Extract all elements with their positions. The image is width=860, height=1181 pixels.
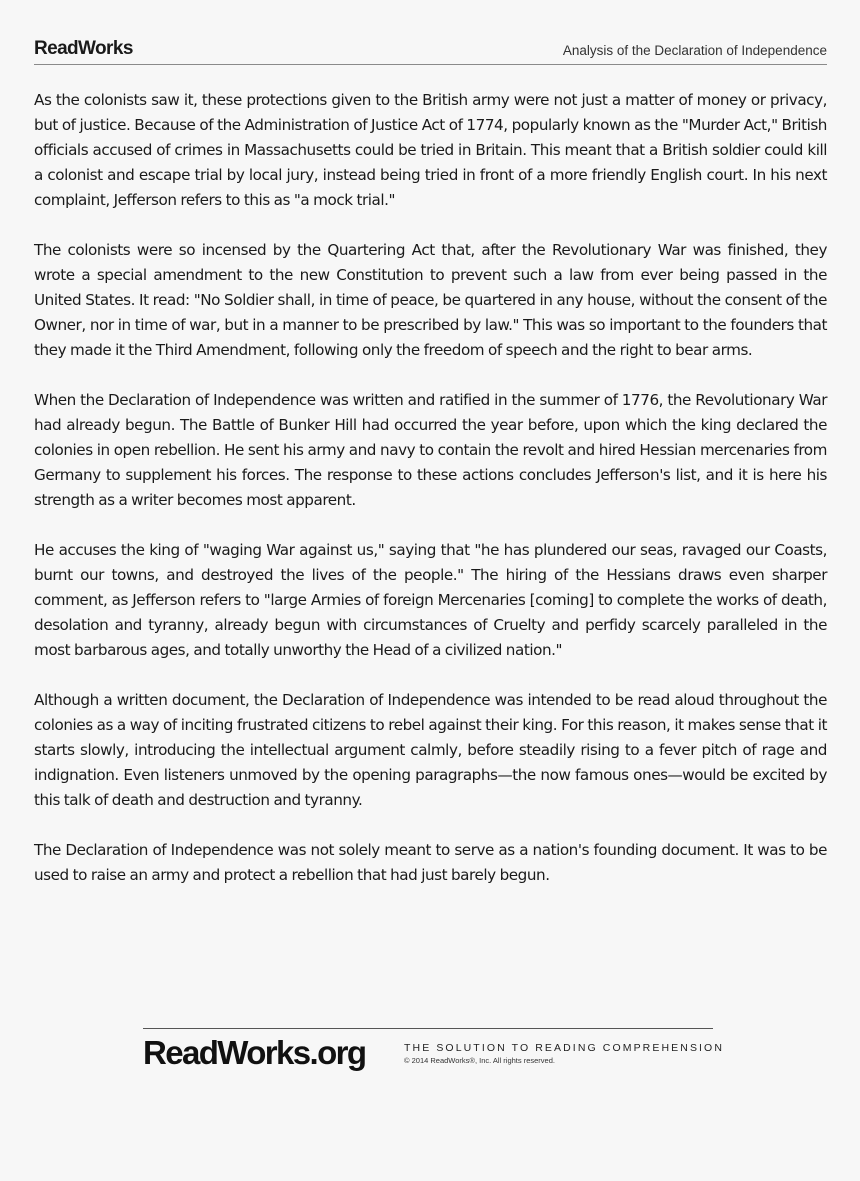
brand-logo: ReadWorks [34,38,133,59]
paragraph: The Declaration of Independence was not solely meant to serve as a nation's founding document. It was to be used to raise an army and protect a rebellion that had just barely begun. [34,841,827,884]
paragraph: When the Declaration of Independence was written and ratified in the summer of 1776, the Revolutionary War had already begun. The Battle of Bunker Hill had occurred the year before, upon which the king declared the colonies in open rebellion. He sent his army and navy to contain the revolt and hired Hessian mercenaries from Germany to supplement his forces. The response to these actions concludes Jefferson's list, and it is here his strength as a writer becomes most apparent. [34,391,827,509]
document-title: Analysis of the Declaration of Independence [562,43,827,58]
footer-tagline: THE SOLUTION TO READING COMPREHENSION [404,1042,725,1054]
article-body [34,88,827,913]
page-header [34,38,827,65]
paragraph: Although a written document, the Declaration of Independence was intended to be read aloud throughout the colonies as a way of inciting frustrated citizens to rebel against their king. For this reason, it makes sense that it starts slowly, introducing the intellectual argument calmly, before steadily rising to a fever pitch of rage and indignation. Even listeners unmoved by the opening paragraphs—the now famous ones—would be excited by this talk of death and destruction and tyranny. [34,691,827,809]
paragraph: He accuses the king of "waging War against us," saying that "he has plundered our seas, ravaged our Coasts, burnt our towns, and destroyed the lives of the people." The hiring of the Hessians draws even sharper comment, as Jefferson refers to "large Armies of foreign Mercenaries [coming] to complete the works of death, desolation and tyranny, already begun with circumstances of Cruelty and perfidy scarcely paralleled in the most barbarous ages, and totally unworthy the Head of a civilized nation." [34,541,827,659]
paragraph: The colonists were so incensed by the Quartering Act that, after the Revolutionary War was finished, they wrote a special amendment to the new Constitution to prevent such a law from ever being passed in the United States. It read: "No Soldier shall, in time of peace, be quartered in any house, without the consent of the Owner, nor in time of war, but in a manner to be prescribed by law." This was so important to the founders that they made it the Third Amendment, following only the freedom of speech and the right to bear arms. [34,241,827,359]
page-footer [143,1028,725,1073]
footer-copyright: © 2014 ReadWorks®, Inc. All rights reserved. [404,1056,555,1065]
paragraph: As the colonists saw it, these protections given to the British army were not just a matter of money or privacy, but of justice. Because of the Administration of Justice Act of 1774, popularly known as the "Murder Act," British officials accused of crimes in Massachusetts could be tried in Britain. This meant that a British soldier could kill a colonist and escape trial by local jury, instead being tried in front of a more friendly English court. In his next complaint, Jefferson refers to this as "a mock trial." [34,91,827,209]
footer-logo: ReadWorks.org [143,1034,366,1071]
